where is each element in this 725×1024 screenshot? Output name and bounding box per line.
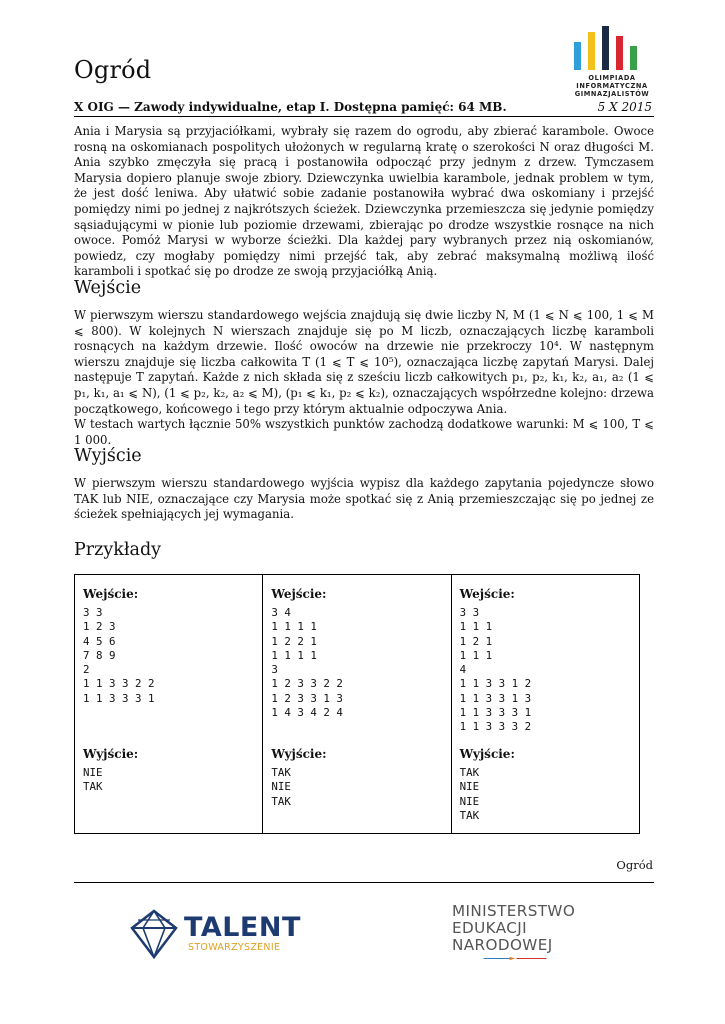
logo-bar bbox=[602, 26, 609, 70]
logo-line: INFORMATYCZNA bbox=[576, 82, 648, 90]
talent-logo bbox=[128, 904, 328, 964]
example-input-label: Wejście: bbox=[83, 587, 139, 601]
logo-bar bbox=[630, 46, 637, 70]
footer-title: Ogród bbox=[616, 858, 653, 872]
diamond-icon bbox=[128, 908, 180, 960]
input-heading: Wejście bbox=[74, 278, 142, 298]
input-paragraph: W pierwszym wierszu standardowego wejścia znajdują się dwie liczby N, M (1 ⩽ N ⩽ 100, 1 ⩽ M ⩽ 800). W kolejnych N wierszach znajduje się po M liczb, oznaczających liczbę karamboli rosnących na każdym drzewie. Ilość owoców na drzewie nie przekroczy 10⁴. W następnym wierszu znajduje się liczba całkowita T (1 ⩽ T ⩽ 10⁵), oznaczająca liczbę zapytań Marysi. Dalej następuje T zapytań. Każde z nich składa się z sześciu liczb całkowitych p₁, p₂, k₁, k₂, a₁, a₂ (1 ⩽ p₁, k₁, a₁ ⩽ N), (1 ⩽ p₂, k₂, a₂ ⩽ M), (p₁ ⩽ k₁, p₂ ⩽ k₂), oznaczających współrzedne kolejno: drzewa początkowego, końcowego i tego przy którym aktualnie odpoczywa Ania. bbox=[74, 308, 654, 416]
logo-bar bbox=[574, 42, 581, 70]
ministry-line: EDUKACJI bbox=[452, 919, 527, 937]
footer-divider bbox=[74, 882, 654, 883]
page-title: Ogród bbox=[74, 56, 152, 84]
example-output: NIE TAK bbox=[83, 766, 103, 794]
examples-heading: Przykłady bbox=[74, 540, 162, 560]
example-output: TAK NIE NIE TAK bbox=[459, 766, 480, 822]
contest-info: X OIG — Zawody indywidualne, etap I. Dostępna pamięć: 64 MB. bbox=[74, 100, 507, 114]
contest-date: 5 X 2015 bbox=[597, 100, 652, 114]
output-description: W pierwszym wierszu standardowego wyjścia wypisz dla każdego zapytania pojedyncze słowo TAK lub NIE, oznaczające czy Marysia może spotkać się z Anią przemieszczając się po jednej ze ścieżek spełniających jej wymagania. bbox=[74, 476, 654, 522]
example-input: 3 3 1 1 1 1 2 1 1 1 1 4 1 1 3 3 1 2 1 1 3 3 1 3 1 1 3 3 3 1 1 1 3 3 3 2 bbox=[459, 606, 532, 734]
talent-subtitle: STOWARZYSZENIE bbox=[188, 942, 281, 953]
example-column bbox=[75, 575, 263, 833]
example-column bbox=[452, 575, 639, 833]
example-input-label: Wejście: bbox=[271, 587, 327, 601]
example-output-label: Wyjście: bbox=[459, 747, 515, 761]
output-heading: Wyjście bbox=[74, 446, 142, 466]
ministry-logo bbox=[452, 903, 592, 965]
logo-line: OLIMPIADA bbox=[588, 74, 636, 82]
logo-bar bbox=[588, 32, 595, 70]
examples-table bbox=[74, 574, 640, 834]
example-input: 3 4 1 1 1 1 1 2 2 1 1 1 1 1 3 1 2 3 3 2 2 1 2 3 3 1 3 1 4 3 4 2 4 bbox=[271, 606, 343, 720]
pencil-line-icon bbox=[452, 957, 578, 960]
input-subtask-note: W testach wartych łącznie 50% wszystkich punktów zachodzą dodatkowe warunki: M ⩽ 100, T ⩽ 1 000. bbox=[74, 417, 654, 447]
example-output-label: Wyjście: bbox=[271, 747, 327, 761]
ministry-line: MINISTERSTWO bbox=[452, 902, 576, 920]
ministry-line: NARODOWEJ bbox=[452, 936, 553, 954]
example-output-label: Wyjście: bbox=[83, 747, 139, 761]
talent-name: TALENT bbox=[184, 912, 301, 943]
problem-statement: Ania i Marysia są przyjaciółkami, wybrały się razem do ogrodu, aby zbierać karambole. Owoce rosną na oskomianach pospolitych ułożonych w regularną kratę o szerokości N oraz długości M. Ania szybko zmęczyła się pracą i postanowiła odpocząć przy jednym z drzew. Tymczasem Marysia dopiero planuje swoje zbiory. Dziewczynka uwielbia karambole, jednak problem w tym, że jest dość leniwa. Aby ułatwić sobie zadanie postanowiła wybrać dwa oskomiany i przejść pomiędzy nimi po jednej z najkrótszych ścieżek. Dziewczynka przemieszcza się jedynie pomiędzy sąsiadującymi w pionie lub poziomie drzewami, zbierając po drodze wszystkie rosnące na nich owoce. Pomóż Marysi w wyborze ścieżki. Dla każdej pary wybranych przez nią oskomianów, powiedz, czy mogłaby pomiędzy nimi przejść tak, aby zebrać maksymalną możliwą ilość karamboli i spotkać się po drodze ze swoją przyjaciółką Anią. bbox=[74, 124, 654, 279]
example-input: 3 3 1 2 3 4 5 6 7 8 9 2 1 1 3 3 2 2 1 1 3 3 3 1 bbox=[83, 606, 155, 705]
contest-header bbox=[74, 100, 654, 117]
example-input-label: Wejście: bbox=[459, 587, 515, 601]
example-output: TAK NIE TAK bbox=[271, 766, 291, 808]
example-column bbox=[263, 575, 451, 833]
logo-bar bbox=[616, 36, 623, 70]
logo-line: GIMNAZJALISTÓW bbox=[574, 90, 650, 98]
logo-bars-icon bbox=[574, 26, 658, 70]
input-description bbox=[74, 308, 654, 448]
oig-logo bbox=[560, 26, 664, 98]
